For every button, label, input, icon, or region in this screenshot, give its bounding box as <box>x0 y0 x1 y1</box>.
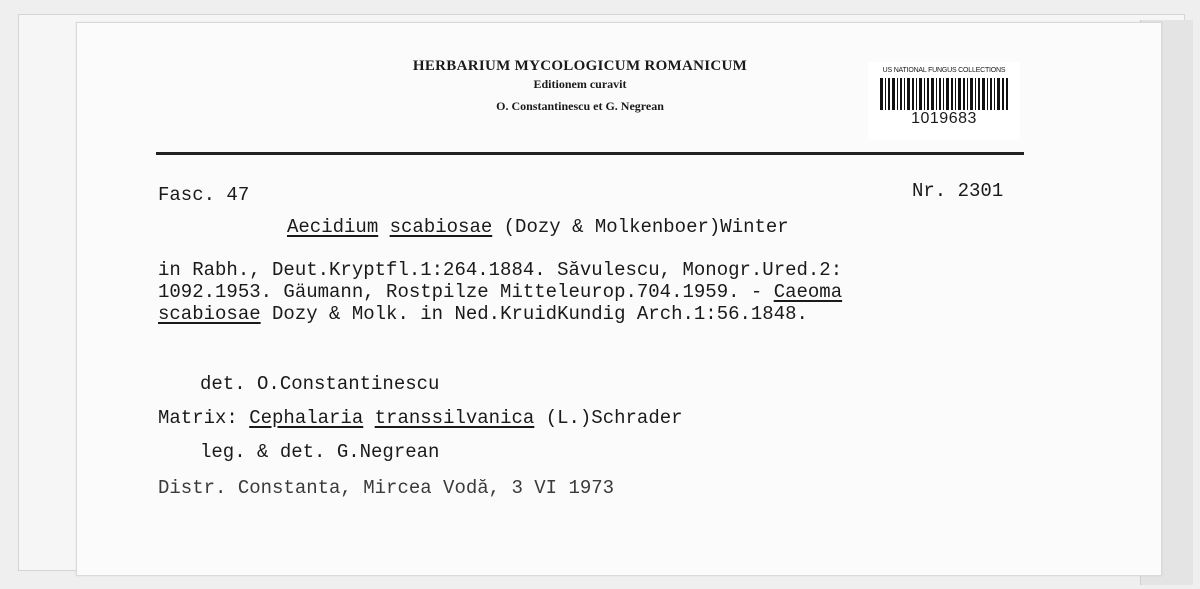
matrix-line <box>158 407 683 429</box>
header-divider <box>156 152 1024 155</box>
taxon-species: scabiosae <box>389 216 493 238</box>
barcode-sticker <box>868 62 1020 140</box>
locality-date: Distr. Constanta, Mircea Vodă, 3 VI 1973 <box>158 477 615 499</box>
label-header <box>300 56 860 119</box>
barcode-icon <box>878 78 1010 110</box>
synonym-species: scabiosae <box>158 303 261 325</box>
fascicle-number: Fasc. 47 <box>158 184 250 206</box>
specimen-number: Nr. 2301 <box>912 180 1004 202</box>
synonym-genus: Caeoma <box>773 281 843 303</box>
determiner: det. O.Constantinescu <box>200 373 440 395</box>
matrix-prefix: Matrix: <box>158 407 250 429</box>
herbarium-title: HERBARIUM MYCOLOGICUM ROMANICUM <box>412 58 748 74</box>
matrix-species: transsilvanica <box>374 407 535 429</box>
taxon-authority: (Dozy & Molkenboer)Winter <box>503 216 789 238</box>
citation-line-3 <box>158 303 808 325</box>
editors-names: O. Constantinescu et G. Negrean <box>496 99 664 113</box>
citation-line-2 <box>158 281 842 303</box>
barcode-caption: US NATIONAL FUNGUS COLLECTIONS <box>882 67 1006 74</box>
citation-line-2-text: 1092.1953. Gäumann, Rostpilze Mitteleurop.704.1959. - <box>158 281 774 303</box>
citation-line-3-text: Dozy & Molk. in Ned.KruidKundig Arch.1:56.1848. <box>260 303 808 325</box>
collector: leg. & det. G.Negrean <box>200 441 440 463</box>
barcode-number: 1019683 <box>911 110 977 127</box>
matrix-authority: (L.)Schrader <box>534 407 683 429</box>
editor-subtitle: Editionem curavit <box>533 77 627 91</box>
citation-line-1: in Rabh., Deut.Kryptfl.1:264.1884. Săvulescu, Monogr.Ured.2: <box>158 259 843 281</box>
taxon-name <box>287 216 789 238</box>
taxon-genus: Aecidium <box>287 216 379 238</box>
matrix-genus: Cephalaria <box>249 407 364 429</box>
